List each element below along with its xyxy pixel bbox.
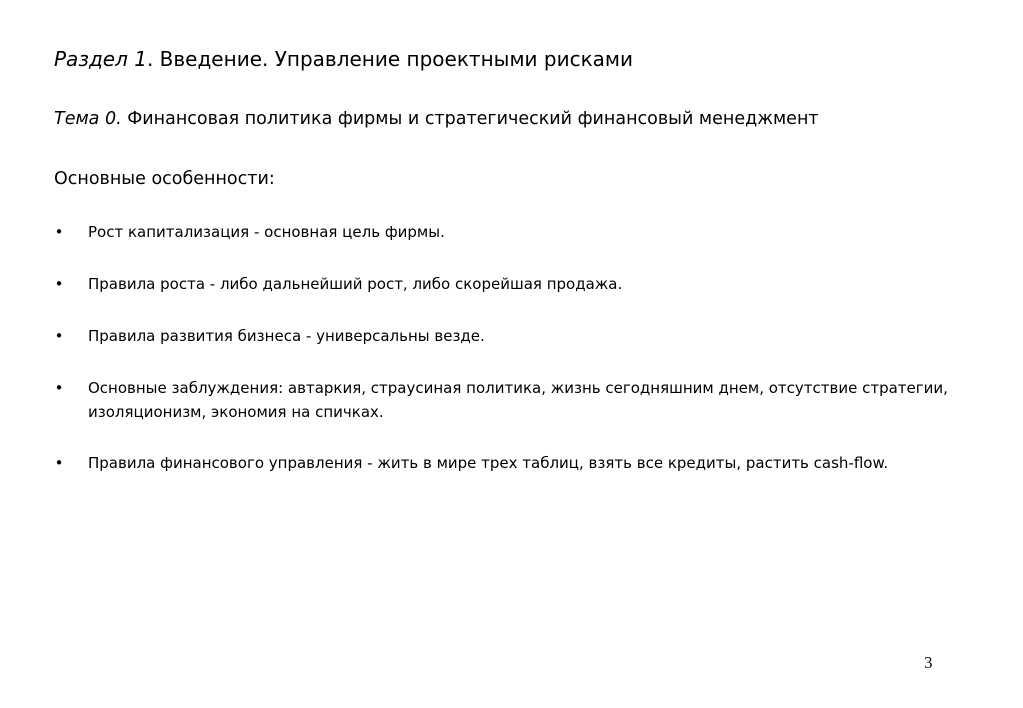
list-item-text: Правила финансового управления - жить в мире трех таблиц, взять все кредиты, растить cash-flow. xyxy=(88,454,889,472)
topic-prefix: Тема 0. xyxy=(54,109,122,129)
features-heading: Основные особенности: xyxy=(54,169,275,189)
list-item xyxy=(54,220,984,244)
bullet-marker: • xyxy=(54,223,64,241)
list-item xyxy=(54,376,984,424)
bullet-marker: • xyxy=(54,379,64,397)
section-prefix: Раздел 1 xyxy=(54,47,147,71)
section-title-text: . Введение. Управление проектными рисками xyxy=(146,47,633,71)
bullet-marker: • xyxy=(54,454,64,472)
bullet-list xyxy=(54,220,984,502)
bullet-marker: • xyxy=(54,275,64,293)
section-title xyxy=(54,45,633,73)
list-item xyxy=(54,272,984,296)
page-number: 3 xyxy=(924,653,933,672)
list-item-text: Рост капитализация - основная цель фирмы. xyxy=(88,223,445,241)
topic-title-text: Финансовая политика фирмы и стратегический финансовый менеджмент xyxy=(121,109,819,129)
list-item-text: Основные заблуждения: автаркия, страусиная политика, жизнь сегодняшним днем, отсутствие стратегии, изоляционизм, экономия на спичках. xyxy=(88,379,948,421)
bullet-marker: • xyxy=(54,327,64,345)
list-item-text: Правила роста - либо дальнейший рост, либо скорейшая продажа. xyxy=(88,275,623,293)
list-item-text: Правила развития бизнеса - универсальны везде. xyxy=(88,327,485,345)
list-item xyxy=(54,451,984,475)
list-item xyxy=(54,324,984,348)
topic-title xyxy=(54,106,819,132)
